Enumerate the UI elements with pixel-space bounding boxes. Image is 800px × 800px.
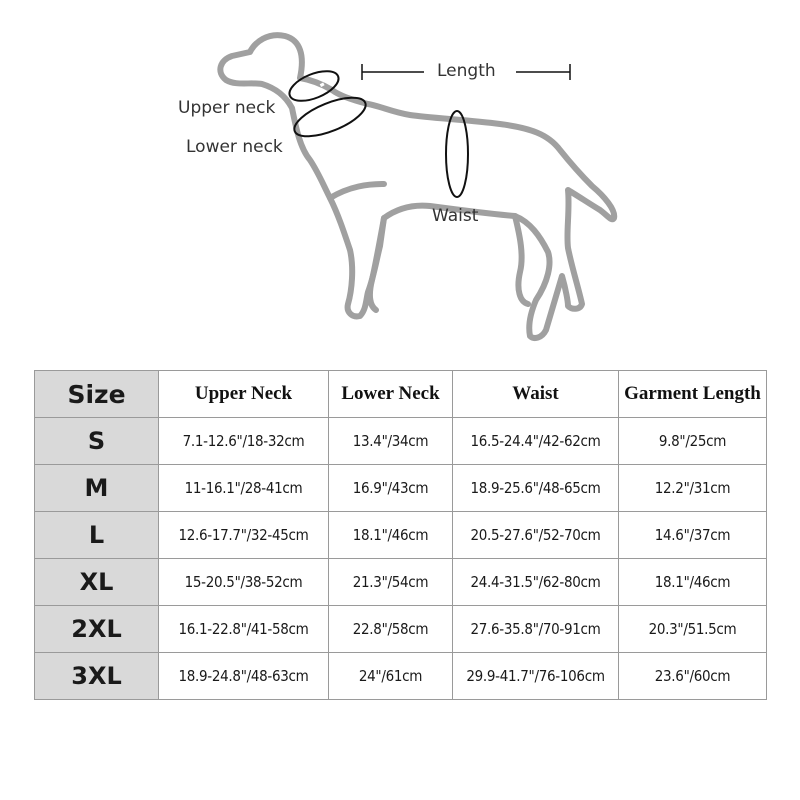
waist-cell: 29.9-41.7"/76-106cm <box>453 653 619 700</box>
upper-neck-label: Upper neck <box>178 98 276 118</box>
waist-cell: 18.9-25.6"/48-65cm <box>453 465 619 512</box>
size-chart-table <box>34 370 767 700</box>
table-row <box>35 512 767 559</box>
dog-body-outline <box>220 35 614 338</box>
garment-length-cell: 12.2"/31cm <box>619 465 767 512</box>
size-cell: S <box>35 418 159 465</box>
header-size: Size <box>35 371 159 418</box>
garment-length-cell: 14.6"/37cm <box>619 512 767 559</box>
lower-neck-cell: 22.8"/58cm <box>329 606 453 653</box>
upper-neck-cell: 16.1-22.8"/41-58cm <box>159 606 329 653</box>
table-row <box>35 653 767 700</box>
waist-label: Waist <box>432 206 479 226</box>
table-header-row <box>35 371 767 418</box>
garment-length-cell: 20.3"/51.5cm <box>619 606 767 653</box>
waist-marker <box>446 111 468 197</box>
upper-neck-cell: 18.9-24.8"/48-63cm <box>159 653 329 700</box>
size-cell: M <box>35 465 159 512</box>
waist-cell: 20.5-27.6"/52-70cm <box>453 512 619 559</box>
dog-hind-leg-inner <box>515 216 528 304</box>
upper-neck-cell: 12.6-17.7"/32-45cm <box>159 512 329 559</box>
header-garment-length: Garment Length <box>619 371 767 418</box>
header-lower-neck: Lower Neck <box>329 371 453 418</box>
header-upper-neck: Upper Neck <box>159 371 329 418</box>
waist-cell: 24.4-31.5"/62-80cm <box>453 559 619 606</box>
upper-neck-cell: 7.1-12.6"/18-32cm <box>159 418 329 465</box>
waist-cell: 16.5-24.4"/42-62cm <box>453 418 619 465</box>
size-cell: 2XL <box>35 606 159 653</box>
lower-neck-cell: 16.9"/43cm <box>329 465 453 512</box>
header-waist: Waist <box>453 371 619 418</box>
lower-neck-marker <box>290 90 371 144</box>
waist-cell: 27.6-35.8"/70-91cm <box>453 606 619 653</box>
size-cell: 3XL <box>35 653 159 700</box>
size-cell: XL <box>35 559 159 606</box>
dog-measurement-diagram <box>0 0 800 350</box>
table-row <box>35 606 767 653</box>
size-cell: L <box>35 512 159 559</box>
table-row <box>35 418 767 465</box>
table-row <box>35 465 767 512</box>
garment-length-cell: 18.1"/46cm <box>619 559 767 606</box>
lower-neck-label: Lower neck <box>186 137 283 157</box>
dog-front-leg-inner <box>370 218 384 310</box>
garment-length-cell: 23.6"/60cm <box>619 653 767 700</box>
garment-length-cell: 9.8"/25cm <box>619 418 767 465</box>
table-row <box>35 559 767 606</box>
lower-neck-cell: 24"/61cm <box>329 653 453 700</box>
dog-outline-icon <box>0 0 800 350</box>
upper-neck-cell: 15-20.5"/38-52cm <box>159 559 329 606</box>
length-label: Length <box>437 61 496 81</box>
lower-neck-cell: 18.1"/46cm <box>329 512 453 559</box>
lower-neck-cell: 13.4"/34cm <box>329 418 453 465</box>
dog-chest-line <box>330 184 384 198</box>
upper-neck-cell: 11-16.1"/28-41cm <box>159 465 329 512</box>
lower-neck-cell: 21.3"/54cm <box>329 559 453 606</box>
